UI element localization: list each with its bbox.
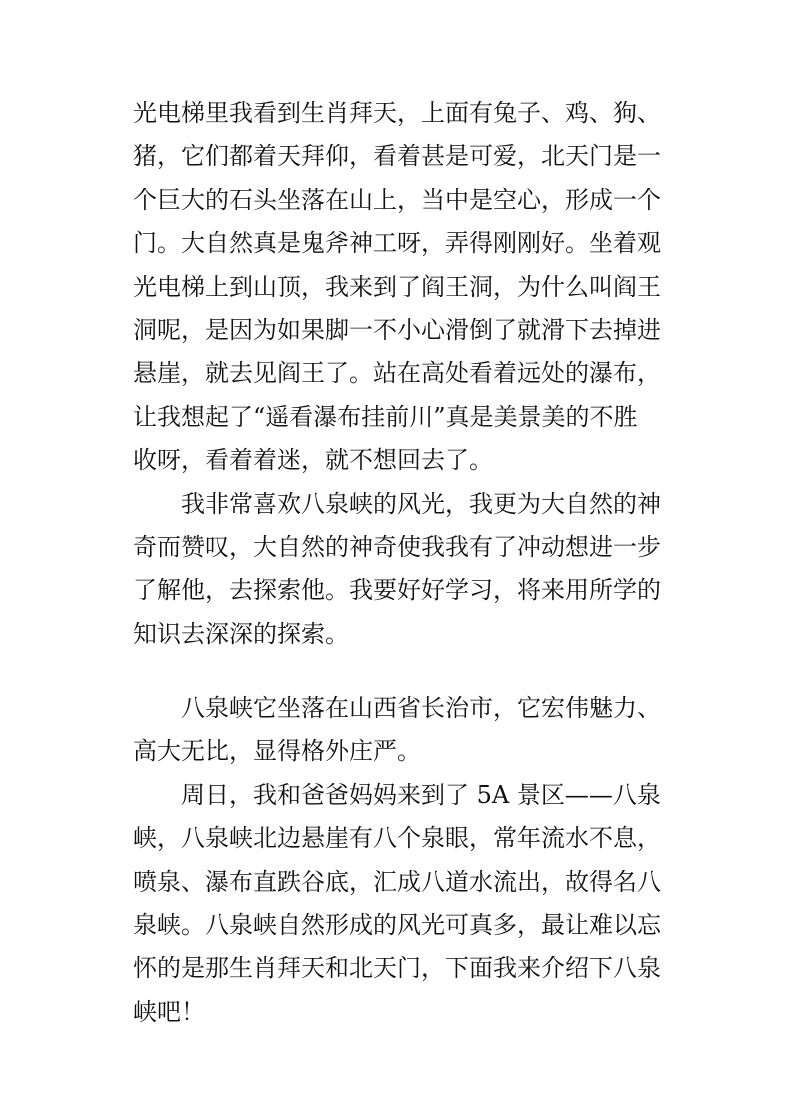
text-line: 光电梯里我看到生肖拜天，上面有兔子、鸡、狗、	[133, 99, 661, 127]
text-line: 让我想起了“遥看瀑布挂前川”真是美景美的不胜	[133, 402, 638, 431]
text-line: 洞呢，是因为如果脚一不小心滑倒了就滑下去掉进	[133, 315, 661, 344]
text-line: 周日，我和爸爸妈妈来到了 5A 景区——八泉	[181, 780, 661, 809]
text-line: 悬崖，就去见阎王了。站在高处看着远处的瀑布，	[133, 359, 661, 388]
text-line: 高大无比，显得格外庄严。	[133, 737, 421, 766]
text-line: 了解他，去探索他。我要好好学习，将来用所学的	[133, 576, 661, 605]
text-line: 个巨大的石头坐落在山上，当中是空心，形成一个	[133, 185, 661, 214]
text-line: 奇而赞叹，大自然的神奇使我我有了冲动想进一步	[133, 532, 661, 561]
text-line: 光电梯上到山顶，我来到了阎王洞，为什么叫阎王	[133, 272, 661, 301]
paragraph	[133, 483, 663, 657]
text-line: 喷泉、瀑布直跌谷底，汇成八道水流出，故得名八	[133, 867, 661, 896]
text-line: 门。大自然真是鬼斧神工呀，弄得刚刚好。坐着观	[133, 229, 661, 258]
text-line: 峡，八泉峡北边悬崖有八个泉眼，常年流水不息，	[133, 824, 661, 853]
text-line: 猪，它们都着天拜仰，看着甚是可爱，北天门是一	[133, 142, 661, 171]
text-line: 泉峡。八泉峡自然形成的风光可真多，最让难以忘	[133, 910, 661, 939]
section-1	[133, 92, 663, 656]
paragraph	[133, 687, 663, 774]
text-line: 怀的是那生肖拜天和北天门，下面我来介绍下八泉	[133, 954, 661, 983]
paragraph	[133, 92, 663, 483]
paragraph	[133, 774, 663, 1034]
text-line: 我非常喜欢八泉峡的风光，我更为大自然的神	[181, 489, 661, 518]
text-line: 收呀，看着着迷，就不想回去了。	[133, 446, 493, 475]
text-line: 峡吧！	[133, 997, 205, 1026]
section-2	[133, 687, 663, 1034]
text-line: 知识去深深的探索。	[133, 619, 349, 648]
text-line: 八泉峡它坐落在山西省长治市，它宏伟魅力、	[181, 694, 661, 722]
